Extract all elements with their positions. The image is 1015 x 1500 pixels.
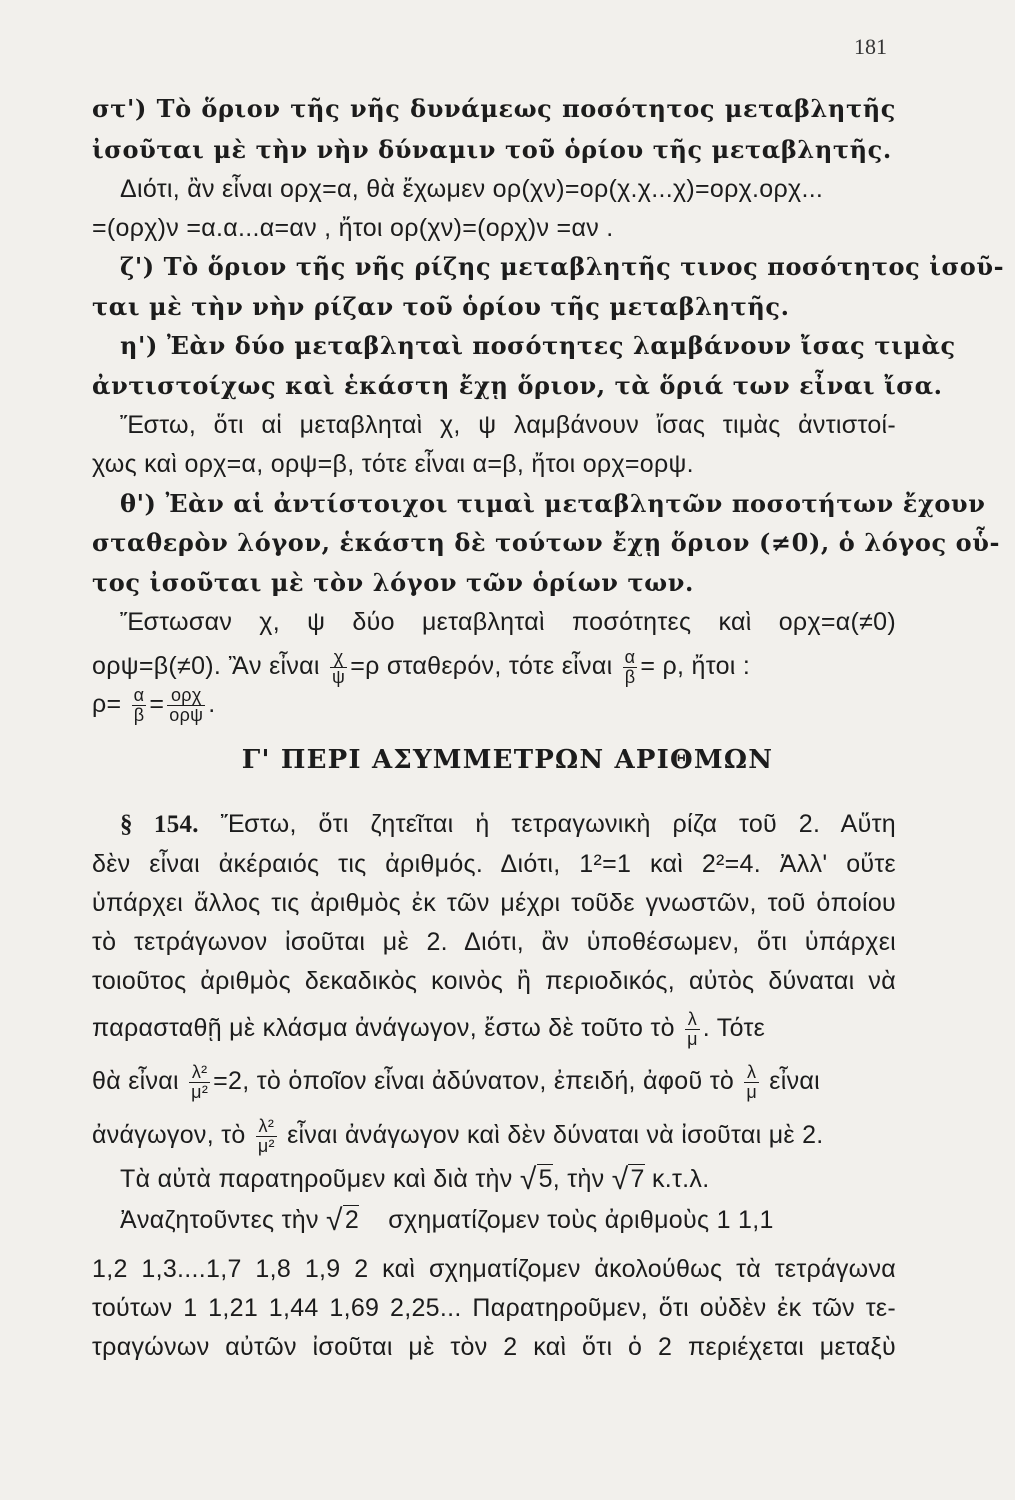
section-line-9: [120, 1163, 709, 1196]
section-line-5: τοιοῦτος ἀριθμὸς δεκαδικὸς κοινὸς ἢ περιοδικός, αὐτὸς δύναται νὰ: [92, 967, 896, 995]
text-line-8: ἀντιστοίχως καὶ ἑκάστη ἔχῃ ὅριον, τὰ ὅριά των εἶναι ἴσα.: [92, 371, 943, 400]
section-line-3: ὑπάρχει ἄλλος τις ἀριθμὸς ἐκ τῶν μέχρι τοῦδε γνωστῶν, τοῦ ὁποίου: [92, 889, 896, 917]
section-line-7: [92, 1063, 820, 1102]
text-line-5: ζ') Τὸ ὅριον τῆς νῆς ρίζης μεταβλητῆς τινος ποσότητος ἰσοῦ-: [120, 252, 1005, 281]
section-line-10: [120, 1204, 774, 1237]
text-line-11: θ') Ἐὰν αἱ ἀντίστοιχοι τιμαὶ μεταβλητῶν ποσοτήτων ἔχουν: [120, 489, 986, 518]
section-heading: Γ' ΠΕΡΙ ΑΣΥΜΜΕΤΡΩΝ ΑΡΙΘΜΩΝ: [241, 745, 774, 775]
text-frag: ρ=: [92, 690, 122, 719]
text-frag: Ἀναζητοῦντες τὴν: [120, 1206, 319, 1234]
sqrt-symbol: √: [326, 1204, 343, 1237]
text-line-10: χως καὶ ορχ=α, ορψ=β, τότε εἶναι α=β, ἤτοι ορχ=ορψ.: [92, 450, 694, 478]
text-line-4: =(ορχ)ν =α.α...α=αν , ἤτοι ορ(χν)=(ορχ)ν =αν .: [92, 214, 614, 242]
fraction-l2-m2: $\frac{\text{λ²}}{\text{μ²}}$: [191, 1062, 209, 1102]
text-frag: κ.τ.λ.: [651, 1165, 710, 1193]
section-line-6: [92, 1010, 765, 1049]
fraction-a-b-2: $\frac{\alpha}{\beta}$: [133, 685, 145, 725]
text-line-2: ἰσοῦται μὲ τὴν νὴν δύναμιν τοῦ ὁρίου τῆς μεταβλητῆς.: [92, 135, 892, 164]
text-line-14: Ἔστωσαν χ, ψ δύο μεταβληταὶ ποσότητες καὶ ορχ=α(≠0): [120, 608, 896, 636]
text-line-6: ται μὲ τὴν νὴν ρίζαν τοῦ ὁρίου τῆς μεταβλητῆς.: [92, 292, 790, 321]
section-line-12: τούτων 1 1,21 1,44 1,69 2,25... Παρατηροῦμεν, ὅτι οὐδὲν ἐκ τῶν τε-: [92, 1294, 896, 1322]
text-line-16: ρ= $\frac{\alpha}{\beta}$ = $\frac{\text{ορχ}}{\text{ορψ}}$ .: [92, 685, 216, 725]
section-line-11: 1,2 1,3....1,7 1,8 1,9 2 καὶ σχηματίζομεν ἀκολούθως τὰ τετράγωνα: [92, 1255, 896, 1283]
text-frag: = ρ, ἤτοι :: [640, 652, 751, 681]
section-line-1: [120, 808, 896, 841]
text-frag: θὰ εἶναι: [92, 1067, 179, 1096]
text-line-1: στ') Τὸ ὅριον τῆς νῆς δυνάμεως ποσότητος μεταβλητῆς: [92, 94, 896, 123]
text-line-7: η') Ἐὰν δύο μεταβληταὶ ποσότητες λαμβάνουν ἴσας τιμὰς: [120, 331, 956, 360]
text-frag: , τὴν: [552, 1165, 605, 1193]
fraction-x-psi: $\frac{\chi}{\psi}$: [332, 647, 346, 687]
text-line-12: σταθερὸν λόγον, ἑκάστη δὲ τούτων ἔχῃ ὅριον (≠0), ὁ λόγος οὗ-: [92, 528, 1001, 557]
text-frag: Τὰ αὐτὰ παρατηροῦμεν καὶ διὰ τὴν: [120, 1165, 513, 1193]
text-line-15: [92, 648, 750, 687]
text-frag: παρασταθῇ μὲ κλάσμα ἀνάγωγον, ἔστω δὲ τοῦτο τὸ: [92, 1014, 675, 1043]
section-line-8: [92, 1117, 824, 1156]
text-frag: Ἔστω, ὅτι ζητεῖται ἡ τετραγωνικὴ ρίζα τοῦ 2. Αὕτη: [220, 810, 896, 838]
text-frag: σχηματίζομεν τοὺς ἀριθμοὺς 1 1,1: [388, 1206, 774, 1234]
text-line-13: τος ἰσοῦται μὲ τὸν λόγον τῶν ὁρίων των.: [92, 568, 694, 597]
text-frag: ορψ=β(≠0). Ἂν εἶναι: [92, 652, 320, 681]
text-frag: =2, τὸ ὁποῖον εἶναι ἀδύνατον, ἐπειδή, ἀφοῦ τὸ: [213, 1067, 735, 1096]
text-line-9: Ἔστω, ὅτι αἱ μεταβληταὶ χ, ψ λαμβάνουν ἴσας τιμὰς ἀντιστοί-: [120, 411, 896, 439]
section-line-13: τραγώνων αὐτῶν ἰσοῦται μὲ τὸν 2 καὶ ὅτι ὁ 2 περιέχεται μεταξὺ: [92, 1333, 896, 1361]
text-frag: ἀνάγωγον, τὸ: [92, 1121, 246, 1150]
sqrt-5: 5: [538, 1165, 553, 1193]
text-frag: εἶναι: [769, 1067, 820, 1096]
fraction-l-m: $\frac{\lambda}{\mu}$: [687, 1009, 698, 1049]
page-number: 181: [854, 34, 887, 59]
text-frag: =: [149, 690, 165, 719]
fraction-l-m-2: $\frac{\lambda}{\mu}$: [746, 1062, 758, 1102]
text-frag: =ρ σταθερόν, τότε εἶναι: [350, 652, 613, 681]
fraction-l2-m2-2: $\frac{\text{λ²}}{\text{μ²}}$: [257, 1116, 275, 1156]
sqrt-7: 7: [630, 1165, 645, 1193]
fraction-a-b: $\frac{\alpha}{\beta}$: [624, 647, 636, 687]
fraction-orx-orpsi: $\frac{\text{ορχ}}{\text{ορψ}}$: [169, 685, 204, 725]
section-label: § 154.: [120, 811, 199, 838]
text-line-3: Διότι, ἂν εἶναι ορχ=α, θὰ ἔχωμεν ορ(χν)=ορ(χ.χ...χ)=ορχ.ορχ...: [120, 175, 824, 203]
sqrt-symbol: √: [519, 1163, 537, 1196]
section-line-2: δὲν εἶναι ἀκέραιός τις ἀριθμός. Διότι, 1²=1 καὶ 2²=4. Ἀλλ' οὔτε: [92, 850, 896, 878]
section-line-4: τὸ τετράγωνον ἰσοῦται μὲ 2. Διότι, ἂν ὑποθέσωμεν, ὅτι ὑπάρχει: [92, 928, 896, 956]
sqrt-symbol: √: [611, 1163, 629, 1196]
text-frag: . Τότε: [702, 1014, 766, 1043]
text-frag: εἶναι ἀνάγωγον καὶ δὲν δύναται νὰ ἰσοῦται μὲ 2.: [287, 1121, 824, 1150]
sqrt-2: 2: [344, 1206, 360, 1234]
